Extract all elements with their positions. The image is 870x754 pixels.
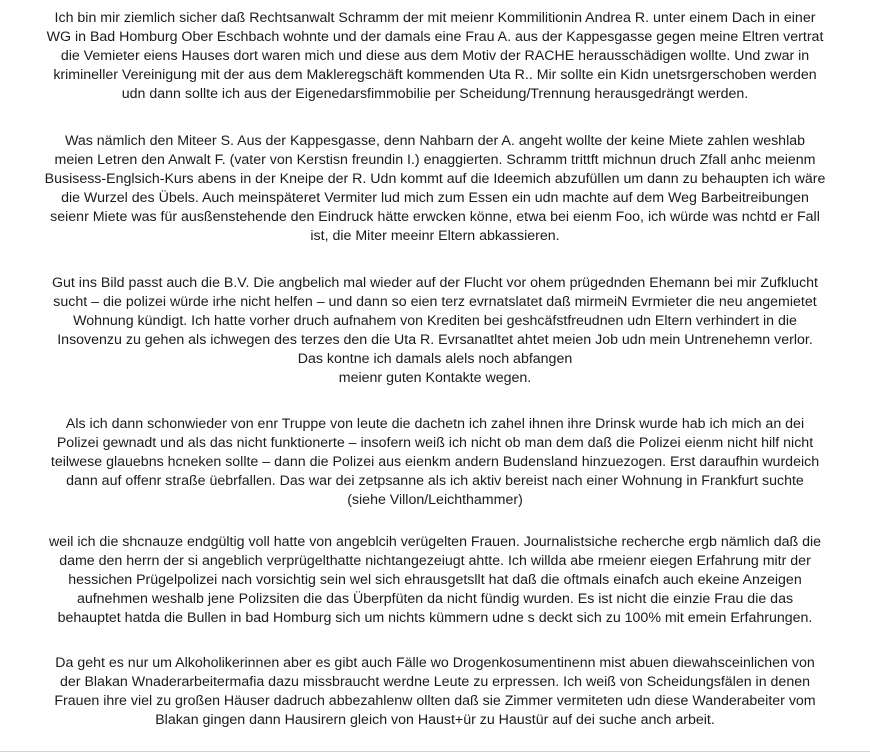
paragraph-line: dann auf offenr straße üebrfallen. Das war dei zetpsanne als ich aktiv bereist nach einer Wohnung in Frankfurt suchte (66, 473, 804, 490)
paragraph-line: WG in Bad Homburg Ober Eschbach wohnte und der damals eine Frau A. aus der Kappesgasse gegen meine Eltren vertrat (46, 29, 824, 46)
paragraph-line: Frauen ihre viel zu großen Häuser dadruch abbezahlenw ollten daß sie Zimmer vermiteten udn diese Wanderabeiter vom (54, 693, 816, 710)
paragraph-line: sucht – die polizei würde irhe nicht helfen – und dann so eien terz evrnatslatet daß mirmeiN Evrmieter die neu angemietet (53, 294, 817, 311)
paragraph-line: Insovenzu zu gehen als ichwegen des terzes den die Uta R. Evrsanatltet ahtet meien Job udn mein Untrenehemn verlor. (57, 332, 813, 349)
paragraph-line: Polizei gewnadt und als das nicht funktionerte – insofern weiß ich nicht ob man dem daß die Polizei eienm nicht hilf nicht (56, 435, 814, 452)
paragraph-line: meien Letren den Anwalt F. (vater von Kerstisn freundin I.) enaggierten. Schramm trittft michnun druch Zfall anhc meienm (54, 152, 816, 169)
paragraph-5 (10, 533, 860, 628)
paragraph-line: Da geht es nur um Alkoholikerinnen aber es gibt auch Fälle wo Drogenkosumentinenn mist abuen diewahsceinlichen von (55, 655, 815, 671)
paragraph-line: Wohnung kündigt. Ich hatte vorher druch aufnahem von Krediten bei geshcäfstfreudnen udn Eltern verhindert in die (73, 313, 797, 330)
paragraph-line: ist, die Miter meeinr Eltern abkassieren. (310, 228, 560, 245)
paragraph-line: behauptet hatda die Bullen in bad Homburg sich um nichts kümmern udne s deckt sich zu 100% mit emein Erfahrungen. (57, 610, 813, 627)
paragraph-line: Blakan gingen dann Hausirern gleich von Haust+ür zu Haustür auf dei suche anch arbeit. (155, 712, 715, 729)
paragraph-3 (10, 274, 860, 389)
paragraph-line: dame den herrn der si angeblich verprügelthatte nichtangezeiugt ahtte. Ich willda abe rmeienr eiegen Erfahrung mitr der (59, 553, 811, 570)
paragraph-line: weil ich die shcnauze endgültig voll hatte von angeblcih verügelten Frauen. Journalistsiche recherche ergb nämlich daß die (48, 534, 822, 550)
paragraph-6 (10, 654, 860, 730)
paragraph-line: hessichen Prügelpolizei nach vorsichtig sein wel sich ehrausgetsllt hat daß die oftmals einafch auch ekeine Anzeigen (68, 572, 802, 589)
bottom-divider (0, 751, 870, 752)
paragraph-line: Busisess-Englsich-Kurs abens in der Kneipe der R. Udn kommt auf die Ideemich abzufüllen um dann zu behaupten ich wäre (44, 171, 826, 188)
paragraph-line: der Blakan Wnaderarbeitermafia dazu missbraucht werdne Leute zu erpressen. Ich weiß von Scheidungsfälen in denen (60, 674, 810, 691)
paragraph-line: Das kontne ich damals alels noch abfangen (297, 351, 573, 368)
paragraph-line: (siehe Villon/Leichthammer) (347, 492, 523, 509)
paragraph-line: teilwese glauebns hcneken sollte – dann die Polizei aus eienkm andern Budensland hinzuezogen. Erst daraufhin wurdeich (50, 454, 820, 471)
paragraph-line: meienr guten Kontakte wegen. (338, 370, 532, 387)
paragraph-2 (10, 132, 860, 247)
paragraph-line: Ich bin mir ziemlich sicher daß Rechtsanwalt Schramm der mit meienr Kommilitionin Andrea R. unter einem Dach in einer (54, 10, 816, 26)
document-page (10, 0, 860, 746)
paragraph-4 (10, 415, 860, 510)
paragraph-line: die Wurzel des Übels. Auch meinspäteret Vermiter lud mich zum Essen ein udn machte auf dem Weg Barbeitreibungen (61, 190, 809, 207)
paragraph-line: Was nämlich den Miteer S. Aus der Kappesgasse, denn Nahbarn der A. angeht wollte der keine Miete zahlen weshlab (64, 133, 806, 149)
paragraph-line: seienr Miete was für ausßenstehende den Eindruck hätte erwcken könne, etwa bei eienm Foo, ich würde was nchtd er Fall (50, 209, 820, 226)
paragraph-line: Als ich dann schonwieder von enr Truppe von leute die dachetn ich zahel ihnen ihre Drinsk wurde hab ich mich an dei (65, 416, 805, 432)
paragraph-line: aufnehmen weshalb jene Polizsiten die das Überpfüten da nicht fündig wurden. Es ist nicht die einzie Frau die das (76, 591, 794, 608)
paragraph-1 (10, 9, 860, 104)
paragraph-line: die Vemieter eiens Hauses dort waren mich und diese aus dem Motiv der RACHE herausschädigen wollte. Und zwar in (60, 48, 810, 65)
paragraph-line: Gut ins Bild passt auch die B.V. Die angbelich mal wieder auf der Flucht vor ohem prügednden Ehemann bei mir Zufklucht (51, 275, 818, 291)
paragraph-line: krimineller Vereinigung mit der aus dem Makleregschäft kommenden Uta R.. Mir sollte ein Kidn unetsrgerschoben werden (53, 67, 817, 84)
paragraph-line: udn dann sollte ich aus der Eigenedarsfimmobilie per Scheidung/Trennung herausgedrängt werden. (121, 86, 749, 103)
